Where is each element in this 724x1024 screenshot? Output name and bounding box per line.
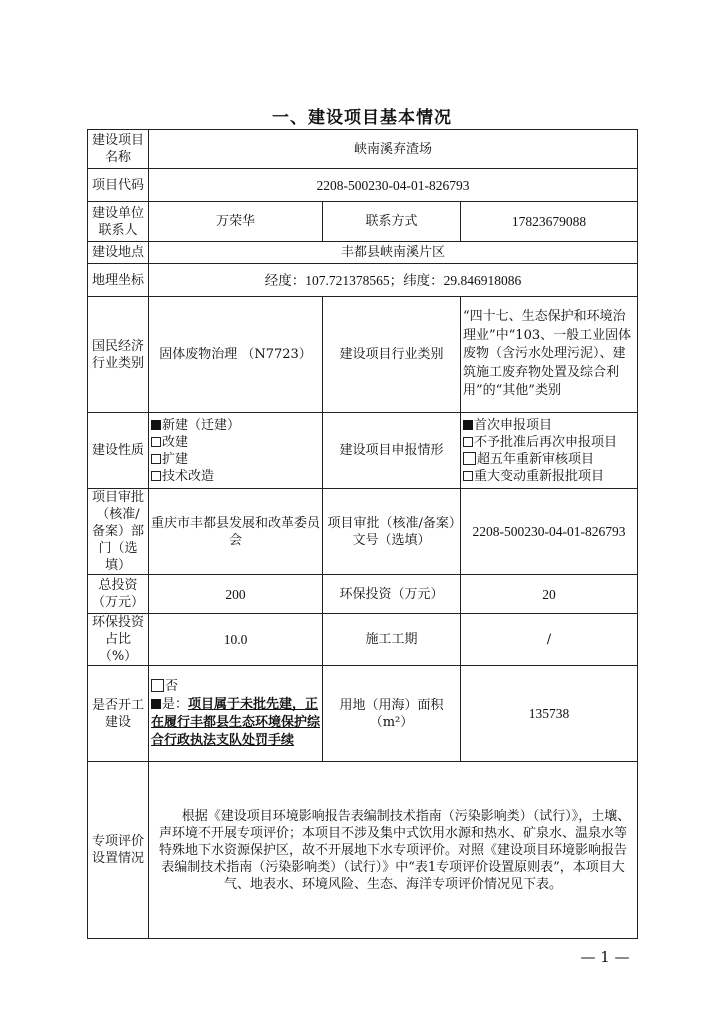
- label-project-code: 项目代码: [88, 169, 149, 202]
- checkbox-checked-icon: [151, 699, 161, 709]
- label-contact-method: 联系方式: [323, 202, 461, 242]
- nature-option-rebuild: 改建: [151, 434, 320, 451]
- label-approval: 项目审批（核准/备案）部门（选填）: [88, 489, 149, 575]
- value-contact-name: 万荣华: [149, 202, 323, 242]
- sub-option-five-year: 超五年重新审核项目: [463, 451, 635, 468]
- checkbox-empty-icon: [463, 452, 476, 465]
- checkbox-checked-icon: [151, 420, 161, 430]
- started-option-yes: 是：项目属于未批先建，正在履行丰都县生态环境保护综合行政执法支队处罚手续: [151, 696, 321, 748]
- checkbox-empty-icon: [151, 454, 161, 464]
- label-project-name: 建设项目名称: [88, 130, 149, 169]
- started-yes-detail: 项目属于未批先建，正在履行丰都县生态环境保护综合行政执法支队处罚手续: [151, 696, 321, 748]
- value-approval-dept: 重庆市丰都县发展和改革委员会: [149, 489, 323, 575]
- value-investment: 200: [149, 575, 323, 614]
- checkbox-empty-icon: [151, 437, 161, 447]
- checkbox-checked-icon: [463, 420, 473, 430]
- started-options: [149, 666, 323, 762]
- value-project-name: 峡南溪弃渣场: [149, 130, 638, 169]
- value-project-code: 2208-500230-04-01-826793: [149, 169, 638, 202]
- nature-option-tech: 技术改造: [151, 468, 320, 485]
- nature-option-new: 新建（迁建）: [151, 417, 320, 434]
- label-special: 专项评价设置情况: [88, 762, 149, 939]
- value-coords: 经度：107.721378565；纬度：29.846918086: [149, 264, 638, 297]
- page-number: — 1 —: [580, 948, 630, 966]
- checkbox-empty-icon: [151, 679, 164, 692]
- checkbox-empty-icon: [151, 471, 161, 481]
- label-contact: 建设单位联系人: [88, 202, 149, 242]
- sub-option-first: 首次申报项目: [463, 417, 635, 434]
- nature-options: [149, 413, 323, 489]
- label-ratio: 环保投资占比（%）: [88, 614, 149, 666]
- value-env-investment: 20: [461, 575, 638, 614]
- nature-option-expand: 扩建: [151, 451, 320, 468]
- label-env-investment: 环保投资（万元）: [323, 575, 461, 614]
- special-paragraph: 根据《建设项目环境影响报告表编制技术指南（污染影响类）（试行）》，土壤、声环境不开展专项评价；本项目不涉及集中式饮用水源和热水、矿泉水、温泉水等特殊地下水资源保护区，故不开展地下水专项评价。对照《建设项目环境影响报告表编制技术指南（污染影响类）（试行）》中“表1专项评价设置原则表”，本项目大气、地表水、环境风险、生态、海洋专项评价情况见下表。: [149, 762, 638, 939]
- value-ratio: 10.0: [149, 614, 323, 666]
- label-period: 施工工期: [323, 614, 461, 666]
- label-nature: 建设性质: [88, 413, 149, 489]
- label-industry-sub: 建设项目行业类别: [323, 297, 461, 413]
- value-period: /: [461, 614, 638, 666]
- value-contact-phone: 17823679088: [461, 202, 638, 242]
- project-info-table: [87, 129, 638, 939]
- label-started: 是否开工建设: [88, 666, 149, 762]
- value-industry-sub: “四十七、生态保护和环境治理业”中“103、一般工业固体废物（含污水处理污泥）、建筑施工废弃物处置及综合利用”的“其他”类别: [461, 297, 638, 413]
- submission-options: [461, 413, 638, 489]
- value-location: 丰都县峡南溪片区: [149, 242, 638, 264]
- value-approval-doc: 2208-500230-04-01-826793: [461, 489, 638, 575]
- label-approval-doc: 项目审批（核准/备案）文号（选填）: [323, 489, 461, 575]
- started-option-no: 否: [151, 678, 320, 696]
- label-investment: 总投资（万元）: [88, 575, 149, 614]
- label-nature-sub: 建设项目申报情形: [323, 413, 461, 489]
- sub-option-resubmit: 不予批准后再次申报项目: [463, 434, 635, 451]
- sub-option-major-change: 重大变动重新报批项目: [463, 468, 635, 485]
- value-area: 135738: [461, 666, 638, 762]
- label-coords: 地理坐标: [88, 264, 149, 297]
- label-area: 用地（用海）面积（m²）: [323, 666, 461, 762]
- checkbox-empty-icon: [463, 437, 473, 447]
- value-industry: 固体废物治理 （N7723）: [149, 297, 323, 413]
- label-location: 建设地点: [88, 242, 149, 264]
- label-industry: 国民经济行业类别: [88, 297, 149, 413]
- page-title: 一、建设项目基本情况: [272, 108, 452, 128]
- checkbox-empty-icon: [463, 471, 473, 481]
